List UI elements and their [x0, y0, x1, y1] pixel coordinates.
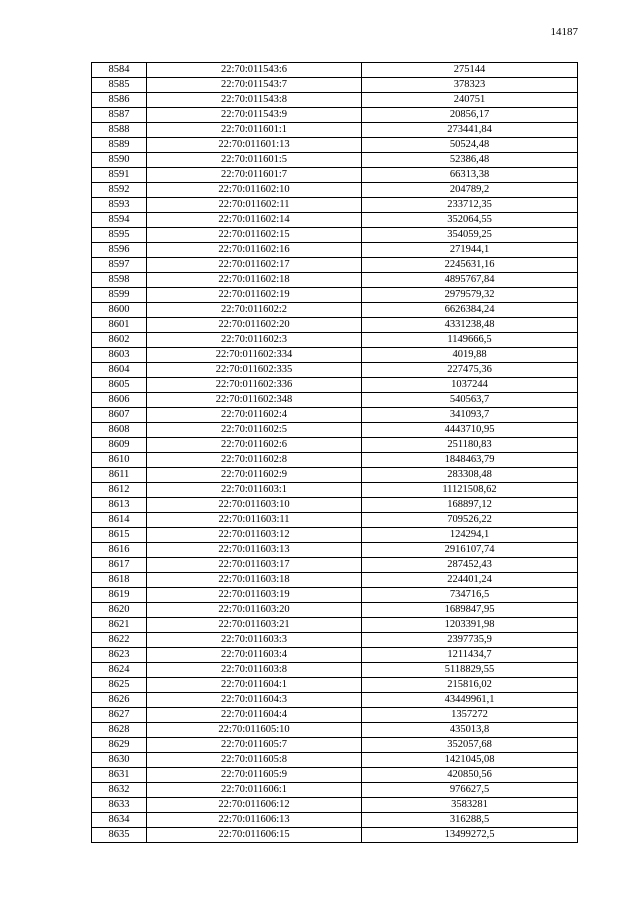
table-row — [92, 693, 578, 708]
value-cell: 251180,83 — [362, 438, 578, 453]
cadastral-number-cell: 22:70:011602:17 — [147, 258, 362, 273]
row-number-cell: 8589 — [92, 138, 147, 153]
table-row — [92, 138, 578, 153]
table-row — [92, 483, 578, 498]
value-cell: 3583281 — [362, 798, 578, 813]
row-number-cell: 8611 — [92, 468, 147, 483]
table-row — [92, 63, 578, 78]
row-number-cell: 8618 — [92, 573, 147, 588]
row-number-cell: 8635 — [92, 828, 147, 843]
value-cell: 2916107,74 — [362, 543, 578, 558]
row-number-cell: 8585 — [92, 78, 147, 93]
cadastral-number-cell: 22:70:011602:2 — [147, 303, 362, 318]
value-cell: 420850,56 — [362, 768, 578, 783]
cadastral-number-cell: 22:70:011603:12 — [147, 528, 362, 543]
cadastral-number-cell: 22:70:011602:334 — [147, 348, 362, 363]
cadastral-number-cell: 22:70:011602:9 — [147, 468, 362, 483]
cadastral-number-cell: 22:70:011603:20 — [147, 603, 362, 618]
table-row — [92, 288, 578, 303]
value-cell: 1848463,79 — [362, 453, 578, 468]
value-cell: 11121508,62 — [362, 483, 578, 498]
value-cell: 316288,5 — [362, 813, 578, 828]
cadastral-number-cell: 22:70:011606:1 — [147, 783, 362, 798]
table-row — [92, 183, 578, 198]
cadastral-number-cell: 22:70:011604:4 — [147, 708, 362, 723]
value-cell: 20856,17 — [362, 108, 578, 123]
cadastral-number-cell: 22:70:011605:9 — [147, 768, 362, 783]
table-row — [92, 618, 578, 633]
value-cell: 124294,1 — [362, 528, 578, 543]
table-row — [92, 423, 578, 438]
value-cell: 4331238,48 — [362, 318, 578, 333]
cadastral-number-cell: 22:70:011602:18 — [147, 273, 362, 288]
table-row — [92, 453, 578, 468]
value-cell: 43449961,1 — [362, 693, 578, 708]
cadastral-number-cell: 22:70:011602:20 — [147, 318, 362, 333]
cadastral-number-cell: 22:70:011602:5 — [147, 423, 362, 438]
table-row — [92, 528, 578, 543]
value-cell: 224401,24 — [362, 573, 578, 588]
row-number-cell: 8592 — [92, 183, 147, 198]
table-row — [92, 588, 578, 603]
table-row — [92, 363, 578, 378]
value-cell: 13499272,5 — [362, 828, 578, 843]
row-number-cell: 8597 — [92, 258, 147, 273]
value-cell: 1149666,5 — [362, 333, 578, 348]
value-cell: 1037244 — [362, 378, 578, 393]
table-row — [92, 378, 578, 393]
cadastral-number-cell: 22:70:011603:4 — [147, 648, 362, 663]
table-row — [92, 813, 578, 828]
table-row — [92, 738, 578, 753]
row-number-cell: 8624 — [92, 663, 147, 678]
cadastral-number-cell: 22:70:011543:8 — [147, 93, 362, 108]
table-row — [92, 273, 578, 288]
table-row — [92, 318, 578, 333]
row-number-cell: 8603 — [92, 348, 147, 363]
value-cell: 1689847,95 — [362, 603, 578, 618]
value-cell: 168897,12 — [362, 498, 578, 513]
value-cell: 354059,25 — [362, 228, 578, 243]
value-cell: 1357272 — [362, 708, 578, 723]
row-number-cell: 8594 — [92, 213, 147, 228]
row-number-cell: 8609 — [92, 438, 147, 453]
table-row — [92, 228, 578, 243]
cadastral-number-cell: 22:70:011603:19 — [147, 588, 362, 603]
table-row — [92, 153, 578, 168]
row-number-cell: 8615 — [92, 528, 147, 543]
table-row — [92, 198, 578, 213]
row-number-cell: 8614 — [92, 513, 147, 528]
table-row — [92, 243, 578, 258]
page-number: 14187 — [550, 26, 578, 38]
cadastral-number-cell: 22:70:011603:21 — [147, 618, 362, 633]
row-number-cell: 8601 — [92, 318, 147, 333]
row-number-cell: 8602 — [92, 333, 147, 348]
row-number-cell: 8590 — [92, 153, 147, 168]
value-cell: 352057,68 — [362, 738, 578, 753]
value-cell: 734716,5 — [362, 588, 578, 603]
cadastral-number-cell: 22:70:011603:13 — [147, 543, 362, 558]
value-cell: 6626384,24 — [362, 303, 578, 318]
row-number-cell: 8634 — [92, 813, 147, 828]
row-number-cell: 8606 — [92, 393, 147, 408]
table-row — [92, 78, 578, 93]
row-number-cell: 8631 — [92, 768, 147, 783]
row-number-cell: 8610 — [92, 453, 147, 468]
cadastral-value-table — [91, 62, 578, 843]
table-row — [92, 708, 578, 723]
value-cell: 240751 — [362, 93, 578, 108]
value-cell: 283308,48 — [362, 468, 578, 483]
table-row — [92, 93, 578, 108]
cadastral-number-cell: 22:70:011602:14 — [147, 213, 362, 228]
value-cell: 2397735,9 — [362, 633, 578, 648]
cadastral-number-cell: 22:70:011603:17 — [147, 558, 362, 573]
cadastral-number-cell: 22:70:011602:4 — [147, 408, 362, 423]
table-row — [92, 168, 578, 183]
cadastral-number-cell: 22:70:011602:19 — [147, 288, 362, 303]
value-cell: 709526,22 — [362, 513, 578, 528]
cadastral-number-cell: 22:70:011602:11 — [147, 198, 362, 213]
row-number-cell: 8625 — [92, 678, 147, 693]
cadastral-number-cell: 22:70:011543:9 — [147, 108, 362, 123]
table-row — [92, 543, 578, 558]
cadastral-number-cell: 22:70:011602:10 — [147, 183, 362, 198]
value-cell: 4895767,84 — [362, 273, 578, 288]
table-row — [92, 513, 578, 528]
value-cell: 435013,8 — [362, 723, 578, 738]
row-number-cell: 8587 — [92, 108, 147, 123]
cadastral-number-cell: 22:70:011601:1 — [147, 123, 362, 138]
row-number-cell: 8617 — [92, 558, 147, 573]
value-cell: 287452,43 — [362, 558, 578, 573]
row-number-cell: 8586 — [92, 93, 147, 108]
row-number-cell: 8619 — [92, 588, 147, 603]
value-cell: 50524,48 — [362, 138, 578, 153]
row-number-cell: 8608 — [92, 423, 147, 438]
row-number-cell: 8633 — [92, 798, 147, 813]
cadastral-number-cell: 22:70:011603:1 — [147, 483, 362, 498]
value-cell: 2979579,32 — [362, 288, 578, 303]
table-row — [92, 393, 578, 408]
table-row — [92, 678, 578, 693]
cadastral-number-cell: 22:70:011602:335 — [147, 363, 362, 378]
row-number-cell: 8630 — [92, 753, 147, 768]
value-cell: 271944,1 — [362, 243, 578, 258]
table-row — [92, 213, 578, 228]
row-number-cell: 8632 — [92, 783, 147, 798]
table-row — [92, 663, 578, 678]
table-row — [92, 768, 578, 783]
cadastral-number-cell: 22:70:011604:1 — [147, 678, 362, 693]
cadastral-number-cell: 22:70:011602:348 — [147, 393, 362, 408]
row-number-cell: 8623 — [92, 648, 147, 663]
value-cell: 52386,48 — [362, 153, 578, 168]
row-number-cell: 8605 — [92, 378, 147, 393]
cadastral-number-cell: 22:70:011543:7 — [147, 78, 362, 93]
table-row — [92, 468, 578, 483]
row-number-cell: 8628 — [92, 723, 147, 738]
row-number-cell: 8622 — [92, 633, 147, 648]
cadastral-number-cell: 22:70:011603:11 — [147, 513, 362, 528]
table-row — [92, 108, 578, 123]
row-number-cell: 8591 — [92, 168, 147, 183]
table-row — [92, 408, 578, 423]
value-cell: 378323 — [362, 78, 578, 93]
row-number-cell: 8588 — [92, 123, 147, 138]
cadastral-number-cell: 22:70:011605:7 — [147, 738, 362, 753]
value-cell: 976627,5 — [362, 783, 578, 798]
value-cell: 66313,38 — [362, 168, 578, 183]
table-row — [92, 723, 578, 738]
value-cell: 233712,35 — [362, 198, 578, 213]
table-row — [92, 633, 578, 648]
row-number-cell: 8612 — [92, 483, 147, 498]
cadastral-number-cell: 22:70:011603:3 — [147, 633, 362, 648]
value-cell: 4443710,95 — [362, 423, 578, 438]
cadastral-number-cell: 22:70:011606:12 — [147, 798, 362, 813]
row-number-cell: 8599 — [92, 288, 147, 303]
value-cell: 2245631,16 — [362, 258, 578, 273]
value-cell: 352064,55 — [362, 213, 578, 228]
value-cell: 5118829,55 — [362, 663, 578, 678]
row-number-cell: 8604 — [92, 363, 147, 378]
table-row — [92, 648, 578, 663]
table-row — [92, 498, 578, 513]
cadastral-number-cell: 22:70:011602:336 — [147, 378, 362, 393]
cadastral-number-cell: 22:70:011601:5 — [147, 153, 362, 168]
row-number-cell: 8626 — [92, 693, 147, 708]
row-number-cell: 8620 — [92, 603, 147, 618]
table-row — [92, 603, 578, 618]
row-number-cell: 8629 — [92, 738, 147, 753]
value-cell: 275144 — [362, 63, 578, 78]
table-row — [92, 348, 578, 363]
row-number-cell: 8596 — [92, 243, 147, 258]
table-row — [92, 123, 578, 138]
value-cell: 273441,84 — [362, 123, 578, 138]
row-number-cell: 8595 — [92, 228, 147, 243]
cadastral-number-cell: 22:70:011603:18 — [147, 573, 362, 588]
cadastral-number-cell: 22:70:011602:6 — [147, 438, 362, 453]
cadastral-number-cell: 22:70:011601:7 — [147, 168, 362, 183]
row-number-cell: 8584 — [92, 63, 147, 78]
cadastral-number-cell: 22:70:011602:15 — [147, 228, 362, 243]
cadastral-number-cell: 22:70:011602:8 — [147, 453, 362, 468]
table-row — [92, 828, 578, 843]
row-number-cell: 8616 — [92, 543, 147, 558]
table-row — [92, 258, 578, 273]
cadastral-number-cell: 22:70:011606:15 — [147, 828, 362, 843]
row-number-cell: 8607 — [92, 408, 147, 423]
table-row — [92, 303, 578, 318]
cadastral-number-cell: 22:70:011603:8 — [147, 663, 362, 678]
value-cell: 215816,02 — [362, 678, 578, 693]
value-cell: 227475,36 — [362, 363, 578, 378]
cadastral-number-cell: 22:70:011605:8 — [147, 753, 362, 768]
cadastral-number-cell: 22:70:011602:16 — [147, 243, 362, 258]
value-cell: 1211434,7 — [362, 648, 578, 663]
value-cell: 204789,2 — [362, 183, 578, 198]
cadastral-number-cell: 22:70:011606:13 — [147, 813, 362, 828]
cadastral-number-cell: 22:70:011604:3 — [147, 693, 362, 708]
value-cell: 1203391,98 — [362, 618, 578, 633]
table-row — [92, 333, 578, 348]
cadastral-number-cell: 22:70:011601:13 — [147, 138, 362, 153]
row-number-cell: 8600 — [92, 303, 147, 318]
row-number-cell: 8621 — [92, 618, 147, 633]
table-row — [92, 783, 578, 798]
cadastral-number-cell: 22:70:011602:3 — [147, 333, 362, 348]
value-cell: 4019,88 — [362, 348, 578, 363]
cadastral-number-cell: 22:70:011543:6 — [147, 63, 362, 78]
table-row — [92, 438, 578, 453]
table-row — [92, 558, 578, 573]
row-number-cell: 8593 — [92, 198, 147, 213]
cadastral-number-cell: 22:70:011605:10 — [147, 723, 362, 738]
value-cell: 341093,7 — [362, 408, 578, 423]
table-body — [92, 63, 578, 843]
table-row — [92, 798, 578, 813]
row-number-cell: 8598 — [92, 273, 147, 288]
table-row — [92, 753, 578, 768]
cadastral-number-cell: 22:70:011603:10 — [147, 498, 362, 513]
table-row — [92, 573, 578, 588]
value-cell: 540563,7 — [362, 393, 578, 408]
row-number-cell: 8627 — [92, 708, 147, 723]
value-cell: 1421045,08 — [362, 753, 578, 768]
row-number-cell: 8613 — [92, 498, 147, 513]
